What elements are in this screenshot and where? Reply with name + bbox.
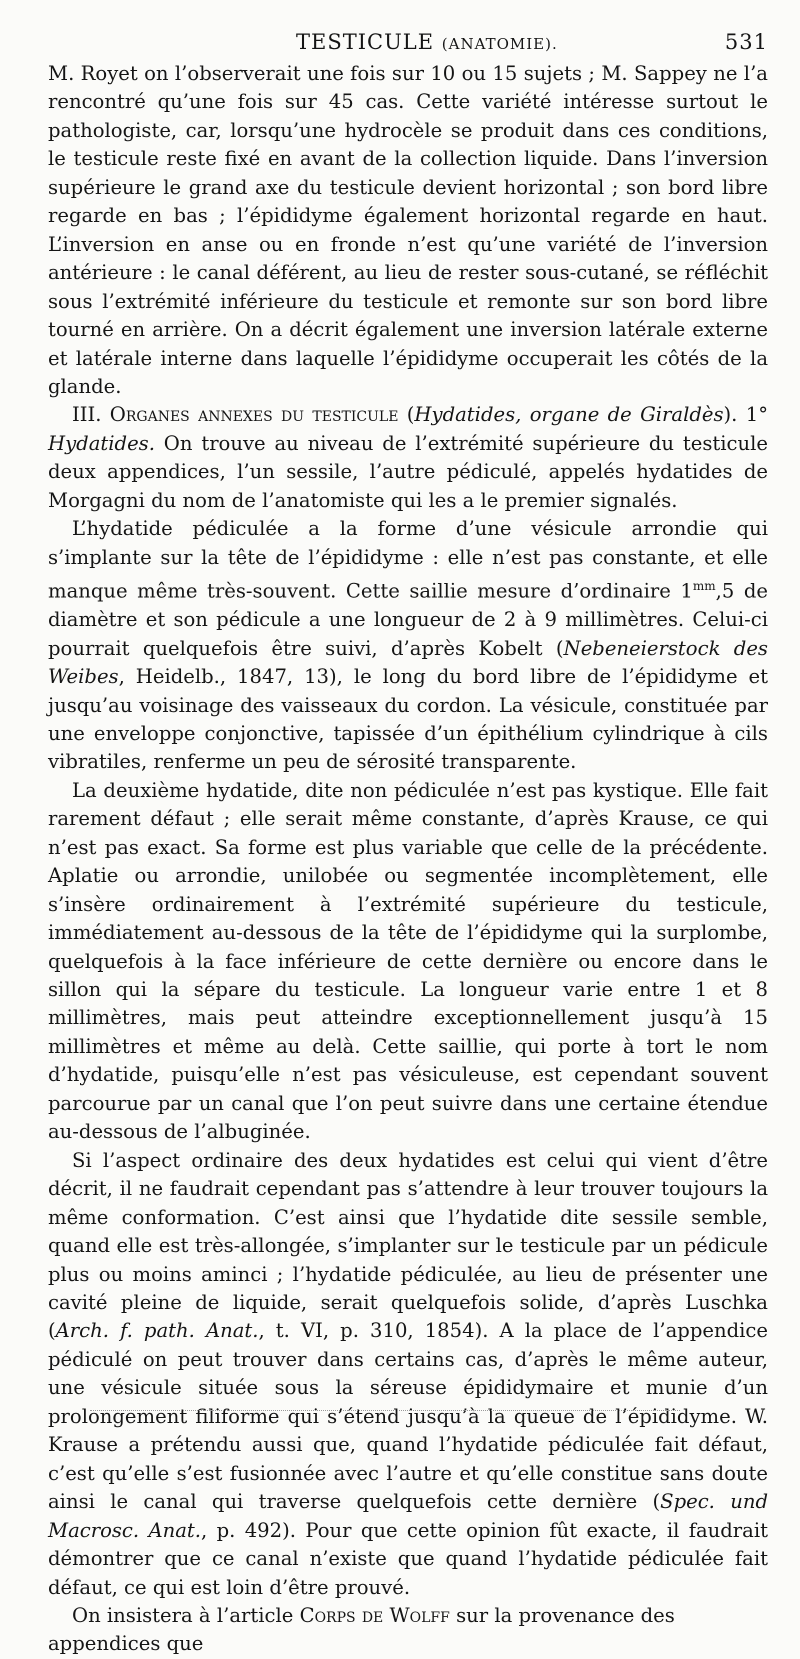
paragraph-3-part-3: , Heidelb., 1847, 13), le long du bord libre de l’épididyme et jusqu’au voisinage des vaisseaux du cordon. La vésicule, constituée par une enveloppe conjonctive, tapissée d’un épithélium cylindrique à cils vibratiles, renferme un peu de sérosité transparente.: [48, 665, 768, 774]
paren-close: ).: [723, 403, 746, 427]
paragraph-5-part-3: , p. 492). Pour que cette opinion fût exacte, il faudrait démontrer que ce canal n’existe que quand l’hydatide pédiculée fait défaut, ce qui est loin d’être prouvé.: [48, 1518, 768, 1599]
page-number: 531: [724, 30, 768, 54]
running-header: [48, 30, 768, 60]
paragraph-6: [48, 1602, 768, 1659]
subsection-title: Hydatides.: [48, 431, 155, 455]
running-title: [296, 30, 558, 54]
running-title-sub: (ANATOMIE).: [441, 35, 558, 53]
citation-title-krause: Spec. und Macrosc. Anat.: [48, 1490, 768, 1542]
paragraph-2-body: On trouve au niveau de l’extrémité supérieure du testicule deux appendices, l’un sessile, l’autre pédiculé, appelés hydatides de Morgagni du nom de l’anatomiste qui les a le premier signalés.: [48, 431, 768, 512]
citation-title-kobelt: Nebeneierstock des Weibes: [48, 636, 768, 689]
paren-open: (: [398, 403, 415, 427]
section-numeral: III.: [72, 403, 102, 427]
page: [48, 30, 768, 1659]
paragraph-1: M. Royet on l’observerait une fois sur 10 ou 15 sujets ; M. Sappey ne l’a rencontré qu’une fois sur 45 cas. Cette variété intéresse surtout le pathologiste, car, lorsqu’une hydrocèle se produit dans ces conditions, le testicule reste fixé en avant de la collection liquide. Dans l’inversion supérieure le grand axe du testicule devient horizontal ; son bord libre regarde en bas ; l’épididyme également horizontal regarde en haut. L’inversion en anse ou en fronde n’est qu’une variété de l’inversion antérieure : le canal déférent, au lieu de rester sous-cutané, se réfléchit sous l’extrémité inférieure du testicule et remonte sur son bord libre tourné en arrière. On a décrit également une inversion latérale externe et latérale interne dans laquelle l’épididyme occuperait les côtés de la glande.: [48, 62, 768, 398]
paragraph-5-part-2: , t. VI, p. 310, 1854). A la place de l’appendice pédiculé on peut trouver dans certains cas, d’après le même auteur, une vésicule située sous la séreuse épididymaire et munie d’un prolongement filiforme qui s’étend jusqu’à la queue de l’épididyme. W. Krause a prétendu aussi que, quand l’hydatide pédiculée fait défaut, c’est qu’elle s’est fusionnée avec l’autre et qu’elle constitue sans doute ainsi le canal qui traverse quelquefois cette dernière (: [48, 1319, 768, 1514]
running-title-main: TESTICULE: [296, 30, 435, 54]
section-heading-italic: Hydatides, organe de Giraldès: [414, 403, 724, 427]
citation-title-luschka: Arch. f. path. Anat.: [55, 1319, 259, 1343]
section-heading: Organes annexes du testicule: [109, 403, 399, 427]
paragraph-3: [48, 515, 768, 777]
paragraph-2-section-heading: [48, 401, 768, 515]
paragraph-3-part-2: ,5 de diamètre et son pédicule a une longueur de 2 à 9 millimètres. Celui-ci pourrait quelquefois être suivi, d’après Kobelt (: [48, 579, 768, 660]
unit-superscript: mm: [692, 579, 716, 594]
bottom-dotted-rule: [90, 1410, 680, 1411]
paragraph-5: [48, 1147, 768, 1602]
paragraph-5-part-1: Si l’aspect ordinaire des deux hydatides est celui qui vient d’être décrit, il ne faudrait cependant pas s’attendre à leur trouver toujours la même conformation. C’est ainsi que l’hydatide dite sessile semble, quand elle est très-allongée, s’implanter sur le testicule par un pédicule plus ou moins aminci ; l’hydatide pédiculée, au lieu de présenter une cavité pleine de liquide, serait quelquefois solide, d’après Luschka (: [48, 1148, 768, 1343]
body-text: [48, 60, 768, 1659]
paragraph-6-part-1: On insistera à l’article: [72, 1604, 300, 1627]
cross-reference: Corps de Wolff: [299, 1604, 450, 1627]
paragraph-4: La deuxième hydatide, dite non pédiculée n’est pas kystique. Elle fait rarement défaut ; elle serait même constante, d’après Krause, ce qui n’est pas exact. Sa forme est plus variable que celle de la précédente. Aplatie ou arrondie, unilobée ou segmentée incomplètement, elle s’insère ordinairement à l’extrémité supérieure du testicule, immédiatement au-dessous de la tête de l’épididyme qui la surplombe, quelquefois à la face inférieure de cette dernière ou encore dans le sillon qui la sépare du testicule. La longueur varie entre 1 et 8 millimètres, mais peut atteindre exceptionnellement jusqu’à 15 millimètres et même au delà. Cette saillie, qui porte à tort le nom d’hydatide, puisqu’elle n’est pas vésiculeuse, est cependant souvent parcourue par un canal que l’on peut suivre dans une certaine étendue au-dessous de l’albuginée.: [48, 778, 768, 1144]
paragraph-6-part-2: sur la provenance des appendices que: [48, 1604, 675, 1656]
subsection-number: 1°: [745, 403, 769, 427]
paragraph-3-part-1: L’hydatide pédiculée a la forme d’une vésicule arrondie qui s’implante sur la tête de l’épididyme : elle n’est pas constante, et elle manque même très-souvent. Cette saillie mesure d’ordinaire 1: [48, 517, 768, 603]
